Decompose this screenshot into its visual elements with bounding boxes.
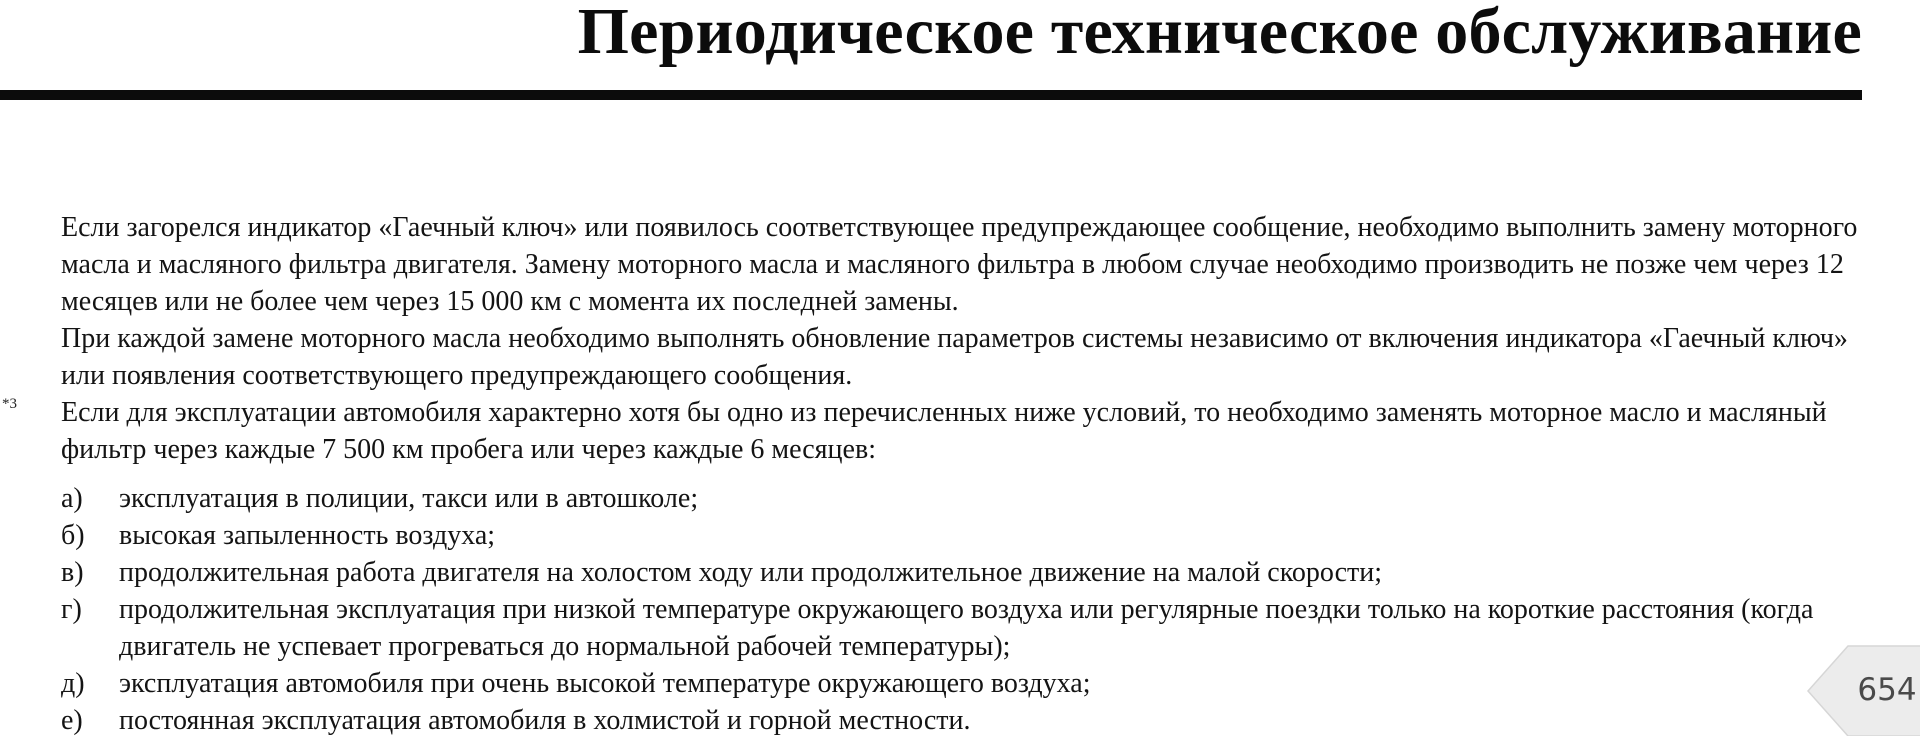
page-title: Периодическое техническое обслуживание bbox=[577, 0, 1862, 68]
list-item bbox=[61, 517, 1861, 554]
list-item-text: эксплуатация в полиции, такси или в автошколе; bbox=[119, 483, 699, 514]
list-item bbox=[61, 480, 1861, 517]
footnote-marker: *3 bbox=[2, 396, 17, 412]
severe-conditions-paragraph: Если для эксплуатации автомобиля характерно хотя бы одно из перечисленных ниже условий, то необходимо заменять моторное масло и масляный фильтр через каждые 7 500 км пробега или через каждые 6 месяцев: bbox=[61, 397, 1827, 465]
list-item-marker: в) bbox=[61, 557, 84, 588]
conditions-list bbox=[61, 480, 1861, 739]
intro-paragraph: Если загорелся индикатор «Гаечный ключ» или появилось соответствующее предупреждающее сообщение, необходимо выполнить замену моторного масла и масляного фильтра двигателя. Замену моторного масла и масляного фильтра в любом случае необходимо производить не позже чем через 12 месяцев или не более чем через 15 000 км с момента их последней замены. bbox=[61, 212, 1858, 317]
list-item bbox=[61, 665, 1861, 702]
page-number-tab bbox=[1800, 644, 1920, 736]
list-item bbox=[61, 554, 1861, 591]
list-item bbox=[61, 591, 1861, 665]
list-item-marker: е) bbox=[61, 705, 83, 736]
page-number: 654 bbox=[1857, 672, 1917, 708]
list-item-text: постоянная эксплуатация автомобиля в холмистой и горной местности. bbox=[119, 705, 971, 736]
list-item bbox=[61, 702, 1861, 739]
list-item-text: продолжительная работа двигателя на холостом ходу или продолжительное движение на малой скорости; bbox=[119, 557, 1383, 588]
list-item-text: высокая запыленность воздуха; bbox=[119, 520, 496, 551]
list-item-marker: б) bbox=[61, 520, 85, 551]
title-rule bbox=[0, 90, 1862, 100]
list-item-text: эксплуатация автомобиля при очень высокой температуре окружающего воздуха; bbox=[119, 668, 1091, 699]
list-item-text: продолжительная эксплуатация при низкой температуре окружающего воздуха или регулярные поездки только на короткие расстояния (когда двигатель не успевает прогреваться до нормальной рабочей температуры); bbox=[119, 594, 1814, 662]
list-item-marker: д) bbox=[61, 668, 85, 699]
manual-body bbox=[61, 209, 1861, 739]
list-item-marker: а) bbox=[61, 483, 83, 514]
reset-paragraph: При каждой замене моторного масла необходимо выполнять обновление параметров системы независимо от включения индикатора «Гаечный ключ» или появления соответствующего предупреждающего сообщения. bbox=[61, 323, 1848, 391]
list-item-marker: г) bbox=[61, 594, 82, 625]
